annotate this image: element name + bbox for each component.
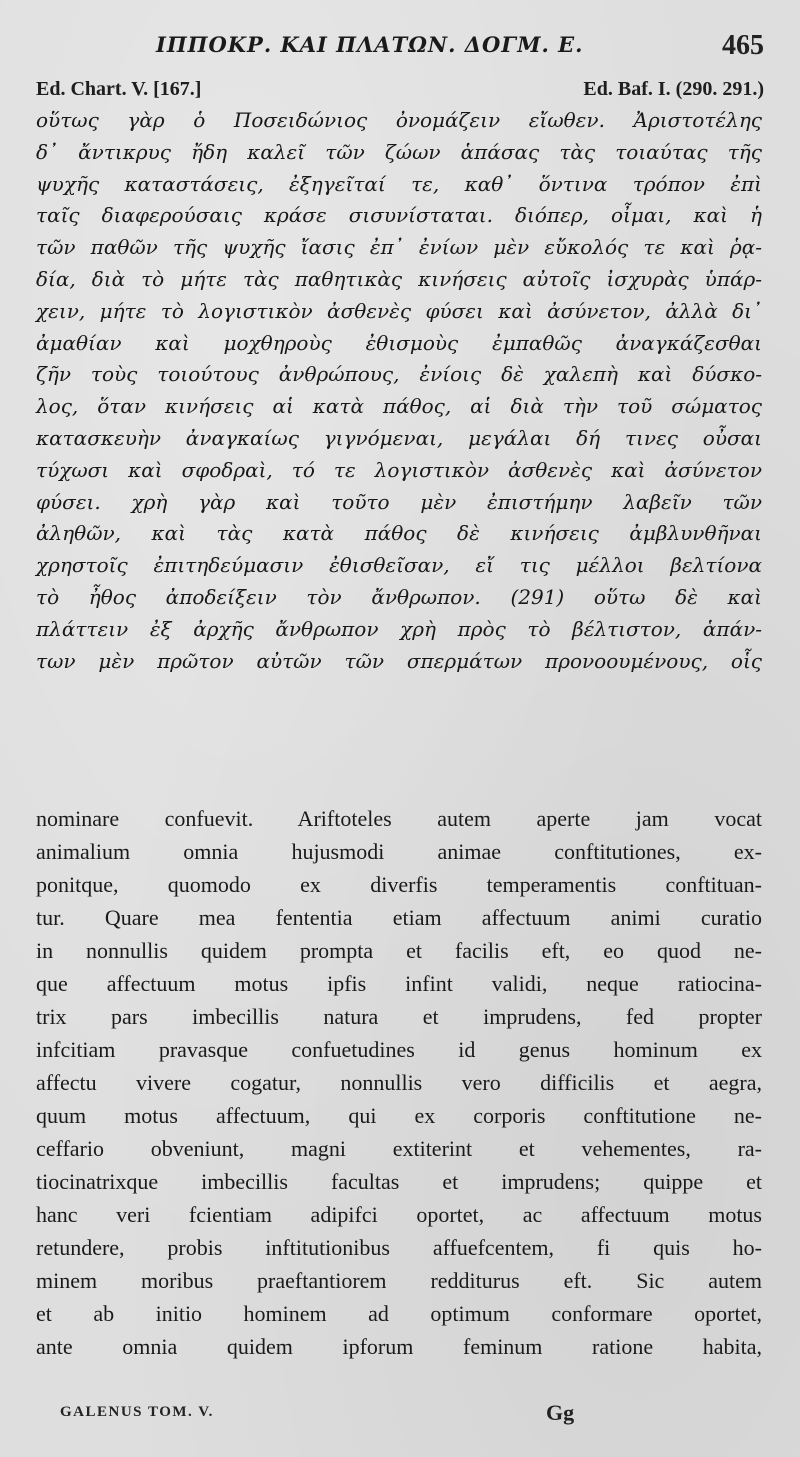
latin-line: tiocinatrixque imbecillis facultas et imprudens; quippe et <box>36 1169 762 1194</box>
greek-line: δία, διὰ τὸ μήτε τὰς παθητικὰς κινήσεις αὐτοῖς ἰσχυρὰς ὑπάρ- <box>36 266 762 291</box>
greek-line: ζῆν τοὺς τοιούτους ἀνθρώπους, ἐνίοις δὲ χαλεπὴ καὶ δύσκο- <box>36 362 762 387</box>
greek-line: τῶν παθῶν τῆς ψυχῆς ἴασις ἐπ᾽ ἐνίων μὲν εὔκολός τε καὶ ῥᾳ- <box>36 235 762 260</box>
latin-line: quum motus affectuum, qui ex corporis conftitutione ne- <box>36 1103 762 1128</box>
edition-line <box>36 78 764 106</box>
latin-line: que affectuum motus ipfis infint validi, neque ratiocina- <box>36 971 762 996</box>
greek-line: λος, ὅταν κινήσεις αἱ κατὰ πάθος, αἱ διὰ τὴν τοῦ σώματος <box>36 394 762 419</box>
greek-line: χρηστοῖς ἐπιτηδεύμασιν ἐθισθεῖσαν, εἴ τις μέλλοι βελτίονα <box>36 553 762 578</box>
latin-line: hanc veri fcientiam adipifci oportet, ac affectuum motus <box>36 1202 762 1227</box>
latin-line: ceffario obveniunt, magni extiterint et vehementes, ra- <box>36 1136 762 1161</box>
latin-line: retundere, probis inftitutionibus affuefcentem, fi quis ho- <box>36 1235 762 1260</box>
greek-line: χειν, μήτε τὸ λογιστικὸν ἀσθενὲς φύσει καὶ ἀσύνετον, ἀλλὰ δι᾽ <box>36 298 762 323</box>
greek-text-block <box>36 105 762 677</box>
latin-line: minem moribus praeftantiorem redditurus eft. Sic autem <box>36 1268 762 1293</box>
greek-line: των μὲν πρῶτον αὐτῶν τῶν σπερμάτων προνοουμένους, οἷς <box>36 648 762 673</box>
greek-line: ψυχῆς καταστάσεις, ἐξηγεῖταί τε, καθ᾽ ὅντινα τρόπον ἐπὶ <box>36 171 762 196</box>
greek-line: τύχωσι καὶ σφοδραὶ, τό τε λογιστικὸν ἀσθενὲς καὶ ἀσύνετον <box>36 457 762 482</box>
latin-line: ante omnia quidem ipforum feminum ratione habita, <box>36 1334 762 1359</box>
greek-line: ἀμαθίαν καὶ μοχθηροὺς ἐθισμοὺς ἐμπαθῶς ἀναγκάζεσθαι <box>36 330 762 355</box>
latin-line: trix pars imbecillis natura et imprudens, fed propter <box>36 1004 762 1029</box>
page-footer <box>60 1400 762 1430</box>
page-number: 465 <box>722 30 764 61</box>
greek-line: τὸ ἦθος ἀποδείξειν τὸν ἄνθρωπον. (291) οὕτω δὲ καὶ <box>36 584 762 609</box>
greek-line: ἀληθῶν, καὶ τὰς κατὰ πάθος δὲ κινήσεις ἀμβλυνθῆναι <box>36 521 762 546</box>
running-title: ΙΠΠΟΚΡ. ΚΑΙ ΠΛΑΤΩΝ. ΔΟΓΜ. Ε. <box>156 32 584 57</box>
signature-mark: Gg <box>546 1400 575 1425</box>
edition-basel-reference: Ed. Baf. I. (290. 291.) <box>583 78 764 100</box>
latin-line: in nonnullis quidem prompta et facilis eft, eo quod ne- <box>36 938 762 963</box>
greek-line: οὕτως γὰρ ὁ Ποσειδώνιος ὀνομάζειν εἴωθεν. Ἀριστοτέλης <box>36 108 762 132</box>
edition-chart-reference: Ed. Chart. V. [167.] <box>36 78 202 100</box>
latin-text-block <box>36 802 762 1363</box>
greek-line: ταῖς διαφερούσαις κράσε σισυνίσταται. διόπερ, οἶμαι, καὶ ἡ <box>36 203 762 228</box>
latin-line: affectu vivere cogatur, nonnullis vero difficilis et aegra, <box>36 1070 762 1095</box>
latin-line: ponitque, quomodo ex diverfis temperamentis conftituan- <box>36 872 762 897</box>
latin-line: tur. Quare mea fententia etiam affectuum animi curatio <box>36 905 762 930</box>
greek-line: δ᾽ ἄντικρυς ἤδη καλεῖ τῶν ζώων ἁπάσας τὰς τοιαύτας τῆς <box>36 139 762 164</box>
latin-line: et ab initio hominem ad optimum conformare oportet, <box>36 1301 762 1326</box>
greek-line: φύσει. χρὴ γὰρ καὶ τοῦτο μὲν ἐπιστήμην λαβεῖν τῶν <box>36 489 762 514</box>
latin-line: animalium omnia hujusmodi animae conftitutiones, ex- <box>36 839 762 864</box>
latin-line: nominare confuevit. Ariftoteles autem aperte jam vocat <box>36 806 762 831</box>
greek-line: κατασκευὴν ἀναγκαίως γιγνόμεναι, μεγάλαι δή τινες οὖσαι <box>36 425 762 450</box>
latin-line: infcitiam pravasque confuetudines id genus hominum ex <box>36 1037 762 1062</box>
running-head <box>36 26 764 70</box>
volume-note: GALENUS TOM. V. <box>60 1404 214 1420</box>
greek-line: πλάττειν ἐξ ἀρχῆς ἄνθρωπον χρὴ πρὸς τὸ βέλτιστον, ἁπάν- <box>36 616 762 641</box>
